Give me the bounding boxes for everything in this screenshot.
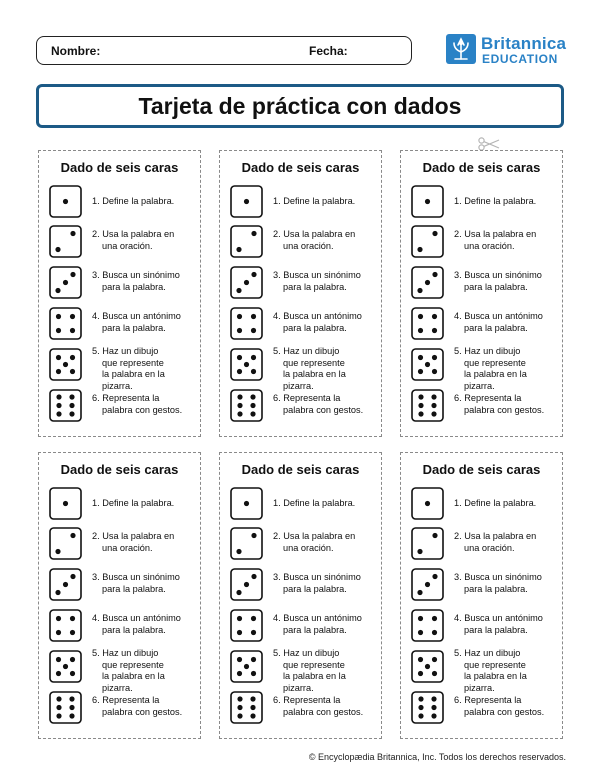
die-face-4-icon <box>411 609 444 642</box>
step-line: 2. Usa la palabra en <box>454 531 537 541</box>
die-face-6-icon <box>230 691 263 724</box>
step-line: una oración. <box>464 240 515 251</box>
step-text <box>92 346 165 392</box>
die-face-6-icon <box>49 691 82 724</box>
step-line: 4. Busca un antónimo <box>454 311 543 321</box>
die-face-3-icon <box>411 568 444 601</box>
card-title: Dado de seis caras <box>241 160 360 175</box>
step-line: 5. Haz un dibujo <box>454 346 521 356</box>
die-face-1-icon <box>230 487 263 520</box>
step-text <box>92 196 174 208</box>
die-face-6-icon <box>411 389 444 422</box>
die-face-6-icon <box>49 389 82 422</box>
step-text <box>273 229 355 252</box>
step-line: 5. Haz un dibujo <box>92 648 159 658</box>
step-text <box>273 531 355 554</box>
step-line: 6. Representa la <box>273 393 341 403</box>
die-face-4-icon <box>411 307 444 340</box>
step-text <box>92 393 182 416</box>
step-text <box>273 346 346 392</box>
die-face-6-icon <box>230 389 263 422</box>
step-line: una oración. <box>283 542 334 553</box>
step-line: pizarra. <box>464 380 495 391</box>
step-text <box>92 648 165 694</box>
step-line: para la palabra. <box>283 624 347 635</box>
step-text <box>273 572 361 595</box>
step-line: palabra con gestos. <box>464 706 545 717</box>
step-line: para la palabra. <box>464 281 528 292</box>
step-line: 6. Representa la <box>92 695 160 705</box>
card-title: Dado de seis caras <box>60 160 179 175</box>
die-face-1-icon <box>230 185 263 218</box>
step-text <box>273 648 346 694</box>
step-line: la palabra en la <box>283 369 346 379</box>
step-text <box>273 613 362 636</box>
step-text <box>454 196 536 208</box>
step-line: 5. Haz un dibujo <box>92 346 159 356</box>
fecha-label: Fecha: <box>309 44 348 58</box>
card-title: Dado de seis caras <box>422 160 541 175</box>
card-title: Dado de seis caras <box>241 462 360 477</box>
die-face-4-icon <box>230 609 263 642</box>
step-text <box>273 695 363 718</box>
step-line: que represente <box>102 357 164 368</box>
die-face-5-icon <box>230 348 263 381</box>
step-line: palabra con gestos. <box>283 706 364 717</box>
step-line: 3. Busca un sinónimo <box>454 270 542 280</box>
nombre-label: Nombre: <box>51 44 101 58</box>
step-line: 4. Busca un antónimo <box>92 311 181 321</box>
die-face-1-icon <box>49 487 82 520</box>
die-face-2-icon <box>411 225 444 258</box>
step-text <box>92 229 174 252</box>
step-line: 1. Define la palabra. <box>273 498 356 508</box>
step-text <box>273 393 363 416</box>
step-line: 2. Usa la palabra en <box>92 229 175 239</box>
step-text <box>92 613 181 636</box>
step-line: 3. Busca un sinónimo <box>273 572 361 582</box>
step-line: pizarra. <box>464 682 495 693</box>
step-line: palabra con gestos. <box>283 404 364 415</box>
step-line: para la palabra. <box>102 624 166 635</box>
step-line: para la palabra. <box>464 322 528 333</box>
step-line: una oración. <box>464 542 515 553</box>
step-line: pizarra. <box>283 682 314 693</box>
step-text <box>454 695 544 718</box>
step-line: 1. Define la palabra. <box>273 196 356 206</box>
card-title: Dado de seis caras <box>60 462 179 477</box>
step-line: 3. Busca un sinónimo <box>92 572 180 582</box>
step-text <box>454 498 536 510</box>
step-line: 4. Busca un antónimo <box>454 613 543 623</box>
britannica-logo <box>446 32 568 68</box>
step-line: 3. Busca un sinónimo <box>454 572 542 582</box>
die-face-2-icon <box>49 527 82 560</box>
step-line: para la palabra. <box>102 322 166 333</box>
step-line: que represente <box>283 357 345 368</box>
step-line: para la palabra. <box>283 322 347 333</box>
step-text <box>92 531 174 554</box>
step-text <box>454 229 536 252</box>
step-line: para la palabra. <box>102 281 166 292</box>
dice-card <box>38 150 201 437</box>
step-line: que represente <box>464 659 526 670</box>
step-line: 2. Usa la palabra en <box>92 531 175 541</box>
die-face-3-icon <box>411 266 444 299</box>
step-line: pizarra. <box>102 682 133 693</box>
step-line: para la palabra. <box>102 583 166 594</box>
die-face-6-icon <box>411 691 444 724</box>
die-face-5-icon <box>411 650 444 683</box>
step-line: 1. Define la palabra. <box>92 196 175 206</box>
name-date-box <box>36 36 412 65</box>
step-text <box>92 270 180 293</box>
die-face-3-icon <box>230 568 263 601</box>
step-line: pizarra. <box>102 380 133 391</box>
step-line: 6. Representa la <box>454 695 522 705</box>
step-text <box>92 572 180 595</box>
die-face-1-icon <box>49 185 82 218</box>
die-face-4-icon <box>230 307 263 340</box>
step-text <box>454 648 527 694</box>
scissors-icon <box>478 137 500 151</box>
step-line: 3. Busca un sinónimo <box>92 270 180 280</box>
die-face-5-icon <box>411 348 444 381</box>
step-text <box>273 498 355 510</box>
die-face-2-icon <box>230 527 263 560</box>
step-line: que represente <box>283 659 345 670</box>
brand-education: EDUCATION <box>482 52 558 66</box>
step-text <box>273 196 355 208</box>
step-text <box>454 311 543 334</box>
title-banner <box>36 84 564 128</box>
step-line: 5. Haz un dibujo <box>454 648 521 658</box>
step-line: 6. Representa la <box>273 695 341 705</box>
step-line: para la palabra. <box>283 281 347 292</box>
step-line: para la palabra. <box>464 624 528 635</box>
die-face-4-icon <box>49 609 82 642</box>
step-line: 2. Usa la palabra en <box>273 531 356 541</box>
die-face-2-icon <box>411 527 444 560</box>
die-face-3-icon <box>230 266 263 299</box>
step-line: para la palabra. <box>283 583 347 594</box>
dice-card <box>219 452 382 739</box>
step-line: 1. Define la palabra. <box>454 196 537 206</box>
die-face-5-icon <box>230 650 263 683</box>
step-line: palabra con gestos. <box>102 706 183 717</box>
step-line: que represente <box>102 659 164 670</box>
dice-card <box>400 452 563 739</box>
step-line: palabra con gestos. <box>464 404 545 415</box>
die-face-1-icon <box>411 185 444 218</box>
step-line: una oración. <box>102 240 153 251</box>
step-line: 6. Representa la <box>92 393 160 403</box>
step-text <box>454 346 527 392</box>
step-text <box>454 531 536 554</box>
step-line: 1. Define la palabra. <box>92 498 175 508</box>
step-line: 2. Usa la palabra en <box>273 229 356 239</box>
step-line: 5. Haz un dibujo <box>273 346 340 356</box>
step-line: 4. Busca un antónimo <box>273 311 362 321</box>
step-text <box>454 572 542 595</box>
step-line: la palabra en la <box>464 369 527 379</box>
step-line: 6. Representa la <box>454 393 522 403</box>
step-line: 4. Busca un antónimo <box>273 613 362 623</box>
step-line: 3. Busca un sinónimo <box>273 270 361 280</box>
step-text <box>273 270 361 293</box>
dice-card <box>38 452 201 739</box>
die-face-5-icon <box>49 348 82 381</box>
step-line: la palabra en la <box>102 671 165 681</box>
step-text <box>92 498 174 510</box>
step-line: que represente <box>464 357 526 368</box>
britannica-thistle-icon <box>446 34 476 64</box>
step-line: para la palabra. <box>464 583 528 594</box>
step-line: la palabra en la <box>102 369 165 379</box>
card-title: Dado de seis caras <box>422 462 541 477</box>
die-face-2-icon <box>49 225 82 258</box>
step-text <box>92 311 181 334</box>
die-face-2-icon <box>230 225 263 258</box>
step-text <box>273 311 362 334</box>
step-text <box>454 613 543 636</box>
step-line: palabra con gestos. <box>102 404 183 415</box>
step-line: 4. Busca un antónimo <box>92 613 181 623</box>
brand-name: Britannica <box>481 34 567 53</box>
die-face-4-icon <box>49 307 82 340</box>
step-line: 5. Haz un dibujo <box>273 648 340 658</box>
step-line: pizarra. <box>283 380 314 391</box>
dice-card <box>219 150 382 437</box>
step-line: 2. Usa la palabra en <box>454 229 537 239</box>
die-face-3-icon <box>49 266 82 299</box>
dice-card <box>400 150 563 437</box>
step-line: 1. Define la palabra. <box>454 498 537 508</box>
step-line: la palabra en la <box>464 671 527 681</box>
die-face-1-icon <box>411 487 444 520</box>
step-text <box>454 270 542 293</box>
step-line: una oración. <box>283 240 334 251</box>
die-face-5-icon <box>49 650 82 683</box>
step-line: una oración. <box>102 542 153 553</box>
copyright-text: © Encyclopædia Britannica, Inc. Todos los derechos reservados. <box>308 752 566 762</box>
step-line: la palabra en la <box>283 671 346 681</box>
die-face-3-icon <box>49 568 82 601</box>
step-text <box>454 393 544 416</box>
page-title: Tarjeta de práctica con dados <box>138 93 462 119</box>
step-text <box>92 695 182 718</box>
